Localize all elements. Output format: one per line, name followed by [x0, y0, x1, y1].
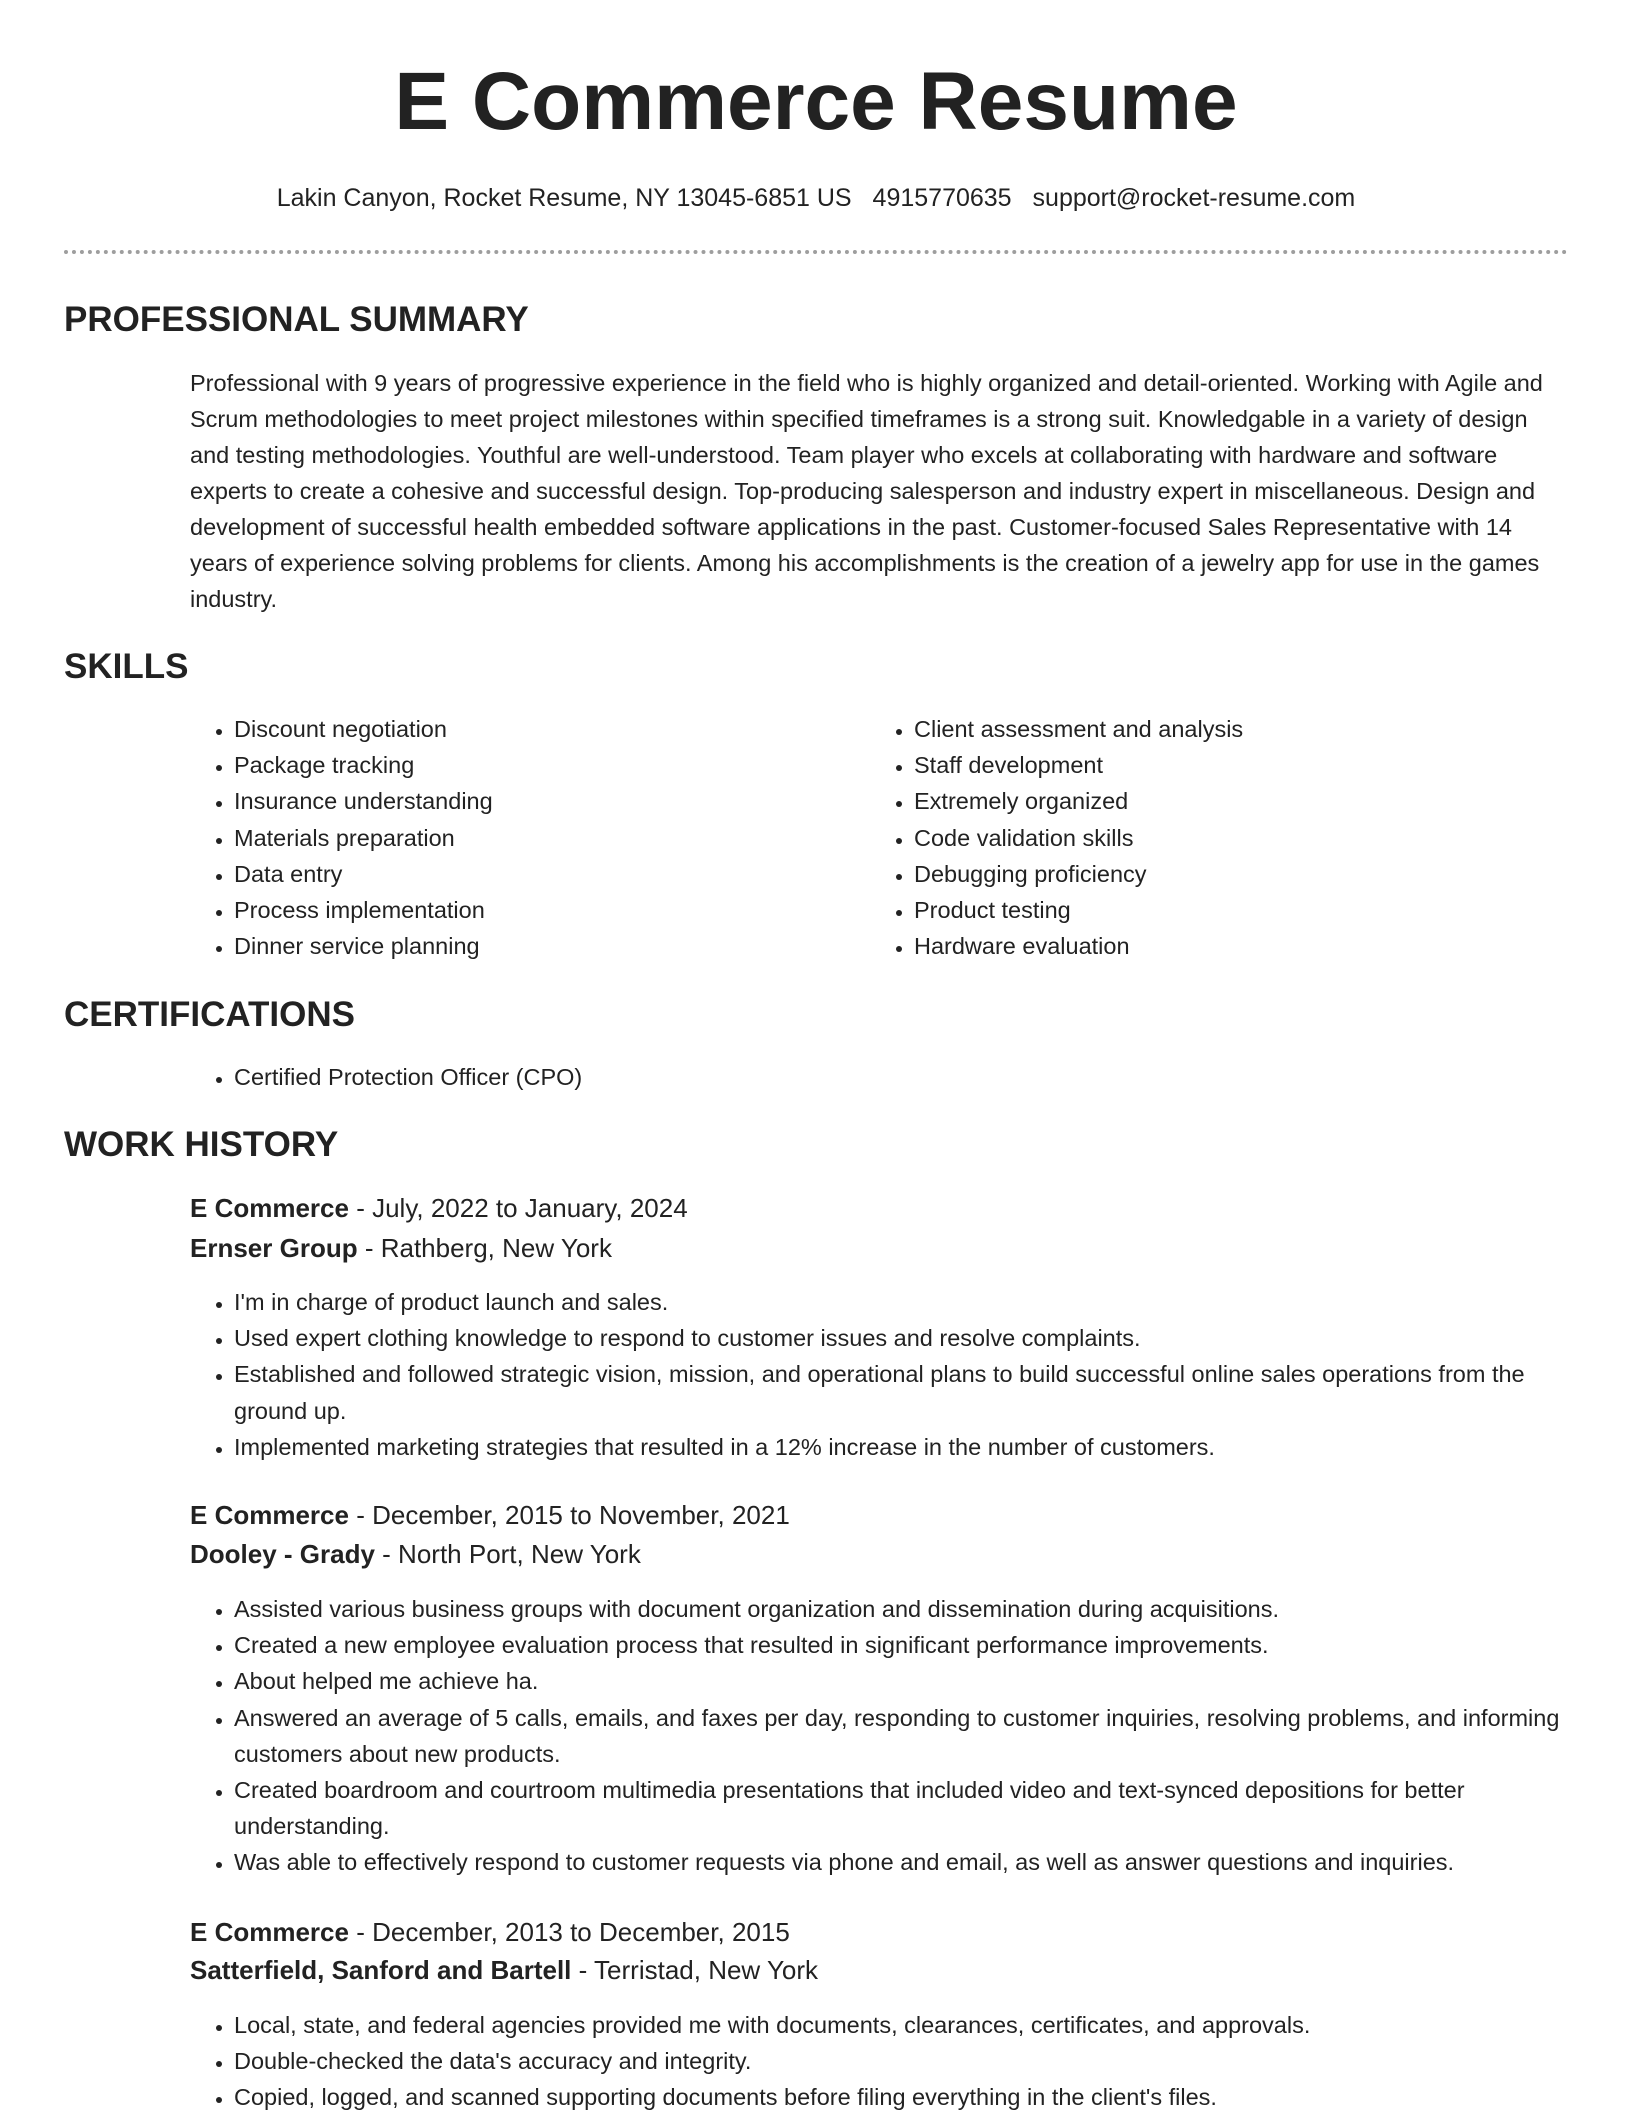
contact-email: support@rocket-resume.com	[1032, 184, 1356, 212]
skill-item: • Code validation skills	[914, 820, 1574, 856]
skill-item: • Data entry	[234, 856, 854, 892]
job-company: Dooley - Grady	[190, 1539, 375, 1569]
job-bullet: • Created boardroom and courtroom multimedia presentations that included video and text-synced depositions for better understanding.	[234, 1772, 1604, 1844]
job-bullets	[190, 1591, 1604, 1881]
skills-list-right	[870, 711, 1574, 964]
work-history-heading: WORK HISTORY	[64, 1125, 339, 1164]
job-company-line: Ernser Group - Rathberg, New York	[190, 1233, 612, 1263]
job-dates: December, 2013 to December, 2015	[372, 1917, 790, 1947]
job-title: E Commerce	[190, 1193, 349, 1223]
job-title-line: E Commerce - December, 2013 to December, 2015	[190, 1917, 790, 1947]
skill-item: • Staff development	[914, 747, 1574, 783]
job-bullets	[190, 2007, 1604, 2116]
contact-phone: 4915770635	[872, 184, 1012, 212]
skill-item: • Package tracking	[234, 747, 854, 783]
contact-line	[0, 180, 1632, 216]
certifications-heading: CERTIFICATIONS	[64, 995, 356, 1034]
skill-item: • Discount negotiation	[234, 711, 854, 747]
job-dates: December, 2015 to November, 2021	[372, 1500, 790, 1530]
job-bullet: • About helped me achieve ha.	[234, 1663, 1604, 1699]
job-bullet: • Answered an average of 5 calls, emails, and faxes per day, responding to customer inquiries, resolving problems, and informing customers about new products.	[234, 1700, 1604, 1772]
job-bullet: • Local, state, and federal agencies provided me with documents, clearances, certificates, and approvals.	[234, 2007, 1604, 2043]
skill-item: • Dinner service planning	[234, 928, 854, 964]
skills-heading: SKILLS	[64, 647, 189, 686]
job-bullet: • Used expert clothing knowledge to respond to customer issues and resolve complaints.	[234, 1320, 1604, 1356]
summary-text: Professional with 9 years of progressive experience in the field who is highly organized and detail-oriented. Working with Agile and Scrum methodologies to meet project milestones within specified timeframes is a strong suit. Knowledgable in a variety of design and testing methodologies. Youthful are well-understood. Team player who excels at collaborating with hardware and software experts to create a cohesive and successful design. Top-producing salesperson and industry expert in miscellaneous. Design and development of successful health embedded software applications in the past. Customer-focused Sales Representative with 14 years of experience solving problems for clients. Among his accomplishments is the creation of a jewelry app for use in the games industry.	[190, 370, 1543, 612]
job-bullet: • I'm in charge of product launch and sales.	[234, 1284, 1604, 1320]
header-divider	[64, 250, 1568, 254]
job-title-line: E Commerce - December, 2015 to November, 2021	[190, 1500, 790, 1530]
job-company: Satterfield, Sanford and Bartell	[190, 1955, 572, 1985]
job-title-line: E Commerce - July, 2022 to January, 2024	[190, 1193, 688, 1223]
skills-list-left	[190, 711, 854, 964]
contact-address: Lakin Canyon, Rocket Resume, NY 13045-6851 US	[276, 184, 852, 212]
job-bullet: • Copied, logged, and scanned supporting documents before filing everything in the client's files.	[234, 2079, 1604, 2115]
certifications-list	[190, 1059, 1604, 1095]
skill-item: • Extremely organized	[914, 783, 1574, 819]
certification-item: • Certified Protection Officer (CPO)	[234, 1059, 1604, 1095]
skill-item: • Product testing	[914, 892, 1574, 928]
job-location: Rathberg, New York	[380, 1233, 612, 1263]
job-bullet: • Assisted various business groups with document organization and dissemination during acquisitions.	[234, 1591, 1604, 1627]
skill-item: • Materials preparation	[234, 820, 854, 856]
job-company-line: Dooley - Grady - North Port, New York	[190, 1539, 641, 1569]
job-bullet: • Double-checked the data's accuracy and integrity.	[234, 2043, 1604, 2079]
job-bullet: • Established and followed strategic vision, mission, and operational plans to build successful online sales operations from the ground up.	[234, 1356, 1604, 1428]
job-title: E Commerce	[190, 1917, 349, 1947]
job-company-line: Satterfield, Sanford and Bartell - Terristad, New York	[190, 1955, 819, 1985]
job-location: North Port, New York	[398, 1539, 641, 1569]
skill-item: • Hardware evaluation	[914, 928, 1574, 964]
skill-item: • Insurance understanding	[234, 783, 854, 819]
job-bullet: • Implemented marketing strategies that resulted in a 12% increase in the number of customers.	[234, 1429, 1604, 1465]
job-location: Terristad, New York	[594, 1955, 819, 1985]
job-bullet: • Was able to effectively respond to customer requests via phone and email, as well as answer questions and inquiries.	[234, 1844, 1604, 1880]
summary-heading: PROFESSIONAL SUMMARY	[64, 300, 529, 339]
resume-title: E Commerce Resume	[394, 56, 1238, 147]
job-company: Ernser Group	[190, 1233, 358, 1263]
skill-item: • Client assessment and analysis	[914, 711, 1574, 747]
job-bullets	[190, 1284, 1604, 1465]
job-bullet: • Created a new employee evaluation process that resulted in significant performance improvements.	[234, 1627, 1604, 1663]
skill-item: • Process implementation	[234, 892, 854, 928]
job-dates: July, 2022 to January, 2024	[372, 1193, 688, 1223]
job-title: E Commerce	[190, 1500, 349, 1530]
skill-item: • Debugging proficiency	[914, 856, 1574, 892]
